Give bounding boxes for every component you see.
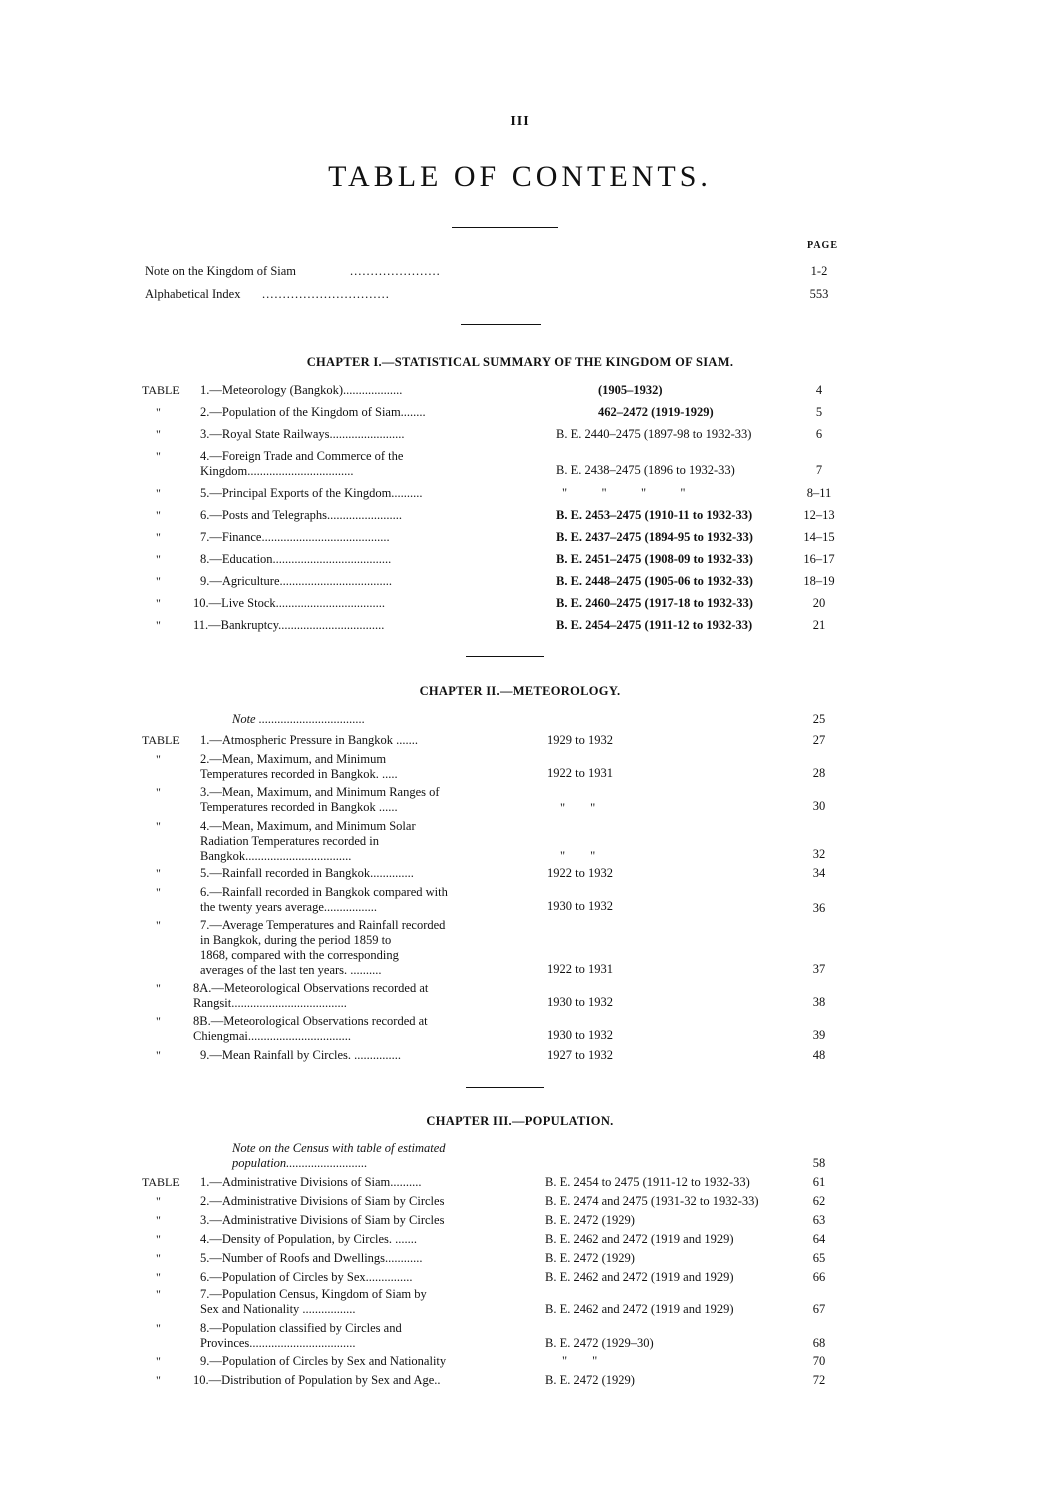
page-ref: 553 (809, 287, 829, 301)
entry-period: B. E. 2454–2475 (1911-12 to 1932-33) (556, 618, 753, 632)
entry-title: 9.—Population of Circles by Sex and Nationality (200, 1354, 447, 1368)
page-ref: 39 (812, 1028, 826, 1042)
entry-title: 7.—Finance......................................... (200, 530, 390, 544)
ditto-mark: " (156, 449, 161, 463)
ditto-mark: " (156, 1048, 161, 1062)
entry-period: B. E. 2460–2475 (1917-18 to 1932-33) (556, 596, 753, 610)
ditto-mark: " (156, 981, 161, 995)
entry-period: B. E. 2454 to 2475 (1911-12 to 1932-33) (545, 1175, 750, 1189)
page-ref: 68 (812, 1336, 826, 1350)
page-ref: 63 (812, 1213, 826, 1227)
chapter-heading: CHAPTER I.—STATISTICAL SUMMARY OF THE KINGDOM OF SIAM. (306, 355, 734, 369)
page-ref: 58 (812, 1156, 826, 1170)
ditto-mark: " (156, 552, 161, 566)
entry-period: 1930 to 1932 (547, 995, 613, 1009)
ditto-mark: " (156, 486, 161, 500)
page-ref: 8–11 (806, 486, 832, 500)
page-ref: 38 (812, 995, 826, 1009)
entry-title: 1.—Administrative Divisions of Siam.......... (200, 1175, 422, 1189)
entry-period: B. E. 2472 (1929) (545, 1213, 635, 1227)
ditto-mark: " (156, 1232, 161, 1246)
entry-title: 11.—Bankruptcy.................................. (193, 618, 385, 632)
page-number: III (510, 114, 530, 129)
entry-title: 8.—Population classified by Circles and Provinces.................................. (200, 1321, 402, 1350)
page-ref: 14–15 (803, 530, 835, 544)
page-ref: 36 (812, 901, 826, 915)
entry-period: 1930 to 1932 (547, 1028, 613, 1042)
entry-title: 8B.—Meteorological Observations recorded at Chiengmai................................. (193, 1014, 428, 1043)
ditto-mark: " (156, 1014, 161, 1028)
entry-title: 10.—Live Stock................................... (193, 596, 386, 610)
chapter-heading: CHAPTER III.—POPULATION. (426, 1114, 614, 1128)
entry-period: (1905–1932) (598, 383, 663, 397)
entry-period: 462–2472 (1919-1929) (598, 405, 714, 419)
ditto-mark: " (156, 1194, 161, 1208)
entry-period: B. E. 2472 (1929–30) (545, 1336, 654, 1350)
entry-title: 1.—Atmospheric Pressure in Bangkok ....... (200, 733, 419, 747)
page-ref: 12–13 (803, 508, 835, 522)
page-ref: 37 (812, 962, 826, 976)
ditto-mark: " (156, 596, 161, 610)
entry-period: 1929 to 1932 (547, 733, 613, 747)
entry-period: 1922 to 1932 (547, 866, 613, 880)
ditto-mark: " (156, 1270, 161, 1284)
entry-title: 6.—Posts and Telegraphs........................ (200, 508, 403, 522)
entry-title: Note on the Census with table of estimated population.......................... (232, 1141, 446, 1170)
entry-title: 9.—Mean Rainfall by Circles. ............... (200, 1048, 402, 1062)
table-label: TABLE (142, 383, 180, 397)
entry-title: 2.—Administrative Divisions of Siam by Circles (200, 1194, 445, 1208)
entry-title: 3.—Administrative Divisions of Siam by Circles (200, 1213, 445, 1227)
entry-period: 1922 to 1931 (547, 962, 613, 976)
entry-title: 1.—Meteorology (Bangkok)................... (200, 383, 403, 397)
page-ref: 64 (812, 1232, 826, 1246)
table-label: TABLE (142, 1175, 180, 1189)
page-ref: 28 (812, 766, 826, 780)
ditto-mark: " (156, 1251, 161, 1265)
entry-title: 9.—Agriculture.................................... (200, 574, 392, 588)
chapter-heading: CHAPTER II.—METEOROLOGY. (419, 684, 621, 698)
table-label: TABLE (142, 733, 180, 747)
ditto-mark: " (156, 819, 161, 833)
ditto-mark: " (156, 405, 161, 419)
section-rule (461, 324, 541, 325)
leader-dots: ...................... (350, 264, 441, 278)
entry-period: " " " " (562, 486, 686, 500)
entry-title: 5.—Principal Exports of the Kingdom.......... (200, 486, 423, 500)
entry-period: B. E. 2462 and 2472 (1919 and 1929) (545, 1232, 734, 1246)
entry-period: B. E. 2453–2475 (1910-11 to 1932-33) (556, 508, 753, 522)
ditto-mark: " (156, 1373, 161, 1387)
page-ref: 32 (812, 847, 826, 861)
section-rule (466, 656, 544, 657)
page-ref: 21 (812, 618, 826, 632)
ditto-mark: " (156, 530, 161, 544)
leader-dots: ............................... (262, 287, 390, 301)
page-ref: 20 (812, 596, 826, 610)
entry-title: 4.—Foreign Trade and Commerce of the Kingdom.................................. (200, 449, 404, 478)
page-ref: 27 (812, 733, 826, 747)
page-ref: 1-2 (810, 264, 828, 278)
ditto-mark: " (156, 574, 161, 588)
ditto-mark: " (156, 785, 161, 799)
ditto-mark: " (156, 1321, 161, 1335)
front-matter-label: Alphabetical Index (145, 287, 241, 301)
entry-title: 6.—Rainfall recorded in Bangkok compared with the twenty years average................. (200, 885, 448, 914)
ditto-mark: " (156, 866, 161, 880)
page-ref: 30 (812, 799, 826, 813)
page-ref: 18–19 (803, 574, 835, 588)
page-ref: 72 (812, 1373, 826, 1387)
page-ref: 70 (812, 1354, 826, 1368)
page-ref: 6 (815, 427, 823, 441)
entry-title: 5.—Number of Roofs and Dwellings............ (200, 1251, 423, 1265)
entry-period: " " (560, 801, 596, 815)
entry-period: B. E. 2462 and 2472 (1919 and 1929) (545, 1270, 734, 1284)
entry-period: B. E. 2472 (1929) (545, 1251, 635, 1265)
entry-title: 3.—Royal State Railways........................ (200, 427, 405, 441)
page-ref: 65 (812, 1251, 826, 1265)
entry-period: B. E. 2438–2475 (1896 to 1932-33) (556, 463, 735, 477)
page-ref: 61 (812, 1175, 826, 1189)
entry-period: 1922 to 1931 (547, 766, 613, 780)
entry-title: 10.—Distribution of Population by Sex and Age.. (193, 1373, 441, 1387)
entry-title: 4.—Density of Population, by Circles. ....... (200, 1232, 417, 1246)
ditto-mark: " (156, 1287, 161, 1301)
entry-title: 2.—Mean, Maximum, and Minimum Temperatures recorded in Bangkok. ..... (200, 752, 398, 781)
ditto-mark: " (156, 427, 161, 441)
entry-title: 8A.—Meteorological Observations recorded at Rangsit..................................... (193, 981, 429, 1010)
page-ref: 7 (815, 463, 823, 477)
entry-period: B. E. 2472 (1929) (545, 1373, 635, 1387)
entry-period: B. E. 2448–2475 (1905-06 to 1932-33) (556, 574, 753, 588)
page-ref: 62 (812, 1194, 826, 1208)
entry-title: 2.—Population of the Kingdom of Siam........ (200, 405, 426, 419)
entry-title: 4.—Mean, Maximum, and Minimum Solar Radiation Temperatures recorded in Bangkok.................................. (200, 819, 416, 863)
page-title: TABLE OF CONTENTS. (328, 160, 712, 193)
entry-title: 8.—Education...................................... (200, 552, 392, 566)
ditto-mark: " (156, 752, 161, 766)
page-ref: 66 (812, 1270, 826, 1284)
ditto-mark: " (156, 618, 161, 632)
ditto-mark: " (156, 918, 161, 932)
entry-period: 1930 to 1932 (547, 899, 613, 913)
page-ref: 25 (812, 712, 826, 726)
entry-title: 3.—Mean, Maximum, and Minimum Ranges of Temperatures recorded in Bangkok ...... (200, 785, 440, 814)
page-ref: 67 (812, 1302, 826, 1316)
entry-period: 1927 to 1932 (547, 1048, 613, 1062)
entry-title: 7.—Average Temperatures and Rainfall recorded in Bangkok, during the period 1859 to 1868, compared with the corresponding averages of the last ten years. .......... (200, 918, 446, 977)
entry-title: 6.—Population of Circles by Sex............... (200, 1270, 413, 1284)
ditto-mark: " (156, 1213, 161, 1227)
entry-period: B. E. 2474 and 2475 (1931-32 to 1932-33) (545, 1194, 759, 1208)
section-rule (466, 1087, 544, 1088)
page-ref: 4 (815, 383, 823, 397)
page-ref: 34 (812, 866, 826, 880)
entry-period: B. E. 2440–2475 (1897-98 to 1932-33) (556, 427, 752, 441)
front-matter-label: Note on the Kingdom of Siam (145, 264, 297, 278)
entry-period: " " (562, 1354, 598, 1368)
entry-period: B. E. 2462 and 2472 (1919 and 1929) (545, 1302, 734, 1316)
entry-title: 5.—Rainfall recorded in Bangkok.............. (200, 866, 414, 880)
entry-title: Note .................................. (232, 712, 365, 726)
entry-title: 7.—Population Census, Kingdom of Siam by Sex and Nationality ................. (200, 1287, 427, 1316)
ditto-mark: " (156, 508, 161, 522)
entry-period: " " (560, 849, 596, 863)
page-ref: 16–17 (803, 552, 835, 566)
entry-period: B. E. 2437–2475 (1894-95 to 1932-33) (556, 530, 753, 544)
title-rule (452, 227, 558, 228)
entry-period: B. E. 2451–2475 (1908-09 to 1932-33) (556, 552, 753, 566)
page-ref: 48 (812, 1048, 826, 1062)
ditto-mark: " (156, 1354, 161, 1368)
page-ref: 5 (815, 405, 823, 419)
page-column-header: PAGE (806, 240, 838, 251)
ditto-mark: " (156, 885, 161, 899)
